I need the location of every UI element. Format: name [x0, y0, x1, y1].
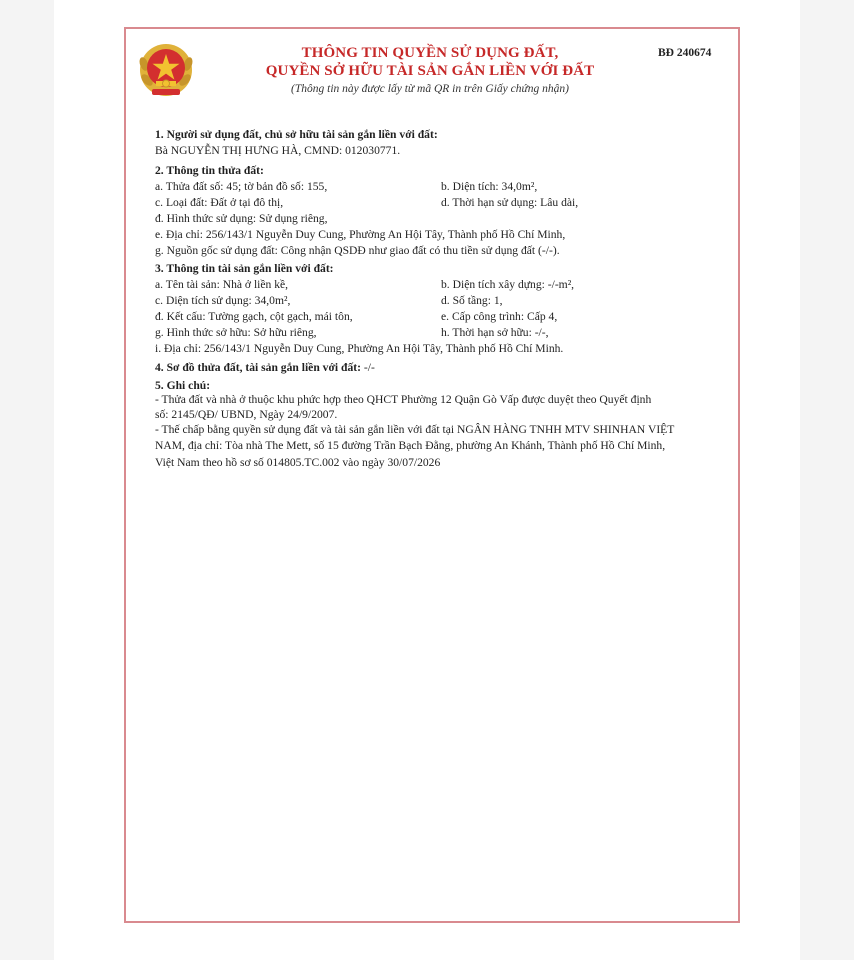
section4-heading: 4. Sơ đồ thửa đất, tài sản gắn liền với đất:: [155, 361, 361, 374]
land-use-term: d. Thời hạn sử dụng: Lâu dài,: [441, 196, 579, 209]
document-subtitle: (Thông tin này được lấy từ mã QR in trên Giấy chứng nhận): [291, 83, 569, 95]
land-origin: g. Nguồn gốc sử dụng đất: Công nhận QSDĐ như giao đất có thu tiền sử dụng đất (-/-).: [155, 244, 560, 257]
asset-name: a. Tên tài sản: Nhà ở liền kề,: [155, 278, 289, 291]
note2-line2: NAM, địa chỉ: Tòa nhà The Mett, số 15 đường Trần Bạch Đằng, phường An Khánh, Thành phố Hồ Chí Minh,: [155, 439, 666, 452]
building-grade: e. Cấp công trình: Cấp 4,: [441, 310, 558, 323]
ownership-form: g. Hình thức sở hữu: Sở hữu riêng,: [155, 326, 317, 339]
owner-info: Bà NGUYỄN THỊ HƯNG HÀ, CMND: 012030771.: [155, 144, 401, 157]
national-emblem-icon: [138, 42, 194, 100]
document-border: [124, 27, 740, 923]
land-address: e. Địa chỉ: 256/143/1 Nguyễn Duy Cung, Phường An Hội Tây, Thành phố Hồ Chí Minh,: [155, 228, 566, 241]
certificate-code: BĐ 240674: [658, 47, 712, 59]
asset-address: i. Địa chỉ: 256/143/1 Nguyễn Duy Cung, Phường An Hội Tây, Thành phố Hồ Chí Minh.: [155, 342, 564, 355]
note2-line3: Việt Nam theo hồ sơ số 014805.TC.002 vào ngày 30/07/2026: [155, 456, 441, 469]
ownership-term: h. Thời hạn sở hữu: -/-,: [441, 326, 549, 339]
land-area: b. Diện tích: 34,0m²,: [441, 180, 538, 193]
section4-row: [155, 361, 375, 375]
section2-heading: 2. Thông tin thửa đất:: [155, 164, 264, 177]
land-type: c. Loại đất: Đất ở tại đô thị,: [155, 196, 284, 209]
section4-value: -/-: [360, 361, 375, 374]
floor-count: d. Số tầng: 1,: [441, 294, 503, 307]
land-use-form: đ. Hình thức sử dụng: Sử dụng riêng,: [155, 212, 328, 225]
section5-heading: 5. Ghi chú:: [155, 379, 211, 392]
note1-line1: - Thửa đất và nhà ở thuộc khu phức hợp theo QHCT Phường 12 Quận Gò Vấp được duyệt theo Quyết định: [155, 393, 652, 406]
land-parcel-number: a. Thửa đất số: 45; tờ bản đồ số: 155,: [155, 180, 328, 193]
section3-heading: 3. Thông tin tài sản gắn liền với đất:: [155, 262, 334, 275]
usable-area: c. Diện tích sử dụng: 34,0m²,: [155, 294, 291, 307]
section1-heading: 1. Người sử dụng đất, chủ sở hữu tài sản gắn liền với đất:: [155, 128, 438, 141]
structure: đ. Kết cấu: Tường gạch, cột gạch, mái tôn,: [155, 310, 353, 323]
document-title-line2: QUYỀN SỞ HỮU TÀI SẢN GẮN LIỀN VỚI ĐẤT: [265, 63, 595, 79]
note1-line2: số: 2145/QĐ/ UBND, Ngày 24/9/2007.: [155, 408, 338, 421]
note2-line1: - Thế chấp bằng quyền sử dụng đất và tài sản gắn liền với đất tại NGÂN HÀNG TNHH MTV SHINHAN VIỆT: [155, 423, 675, 436]
construction-area: b. Diện tích xây dựng: -/-m²,: [441, 278, 575, 291]
document-title-line1: THÔNG TIN QUYỀN SỬ DỤNG ĐẤT,: [301, 45, 559, 61]
